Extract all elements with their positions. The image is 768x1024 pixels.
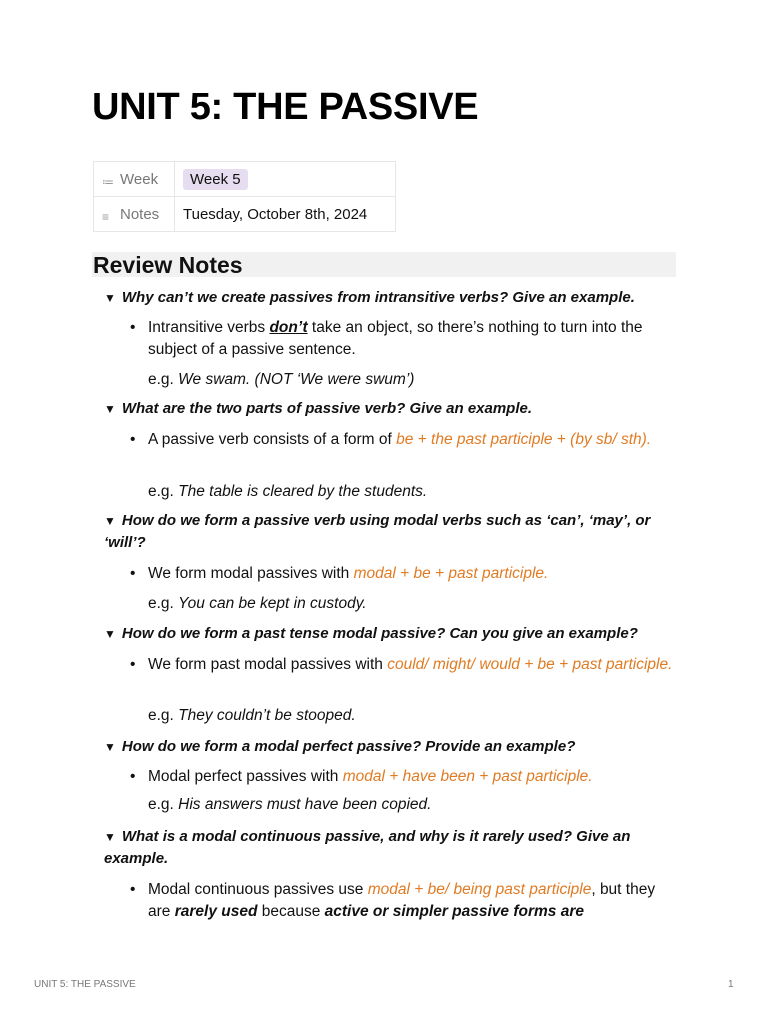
page-title: UNIT 5: THE PASSIVE xyxy=(92,86,479,128)
toggle-question-6[interactable] xyxy=(104,826,674,870)
toggle-triangle-icon[interactable]: ▼ xyxy=(104,291,116,305)
bullet-text: We form modal passives with xyxy=(148,565,354,582)
question-text: How do we form a modal perfect passive? Provide an example? xyxy=(121,738,576,755)
example-2 xyxy=(148,481,427,503)
example-prefix: e.g. xyxy=(148,707,179,724)
emphasis-text: active or simpler passive forms are xyxy=(324,903,584,920)
bullet-text: A passive verb consists of a form of xyxy=(148,431,397,448)
question-text: How do we form a past tense modal passive? Can you give an example? xyxy=(121,625,638,642)
bullet-text: Intransitive verbs xyxy=(148,319,270,336)
example-1 xyxy=(148,369,414,391)
example-prefix: e.g. xyxy=(148,371,179,388)
example-4 xyxy=(148,705,356,727)
toggle-question-4[interactable] xyxy=(104,623,674,645)
bullet-dot-icon: • xyxy=(130,431,136,448)
week-label: Week xyxy=(120,170,159,188)
section-title: Review Notes xyxy=(93,252,243,278)
example-prefix: e.g. xyxy=(148,796,179,813)
property-key-notes xyxy=(94,197,175,232)
bullet-item-2 xyxy=(130,429,678,451)
highlight-text: modal + be/ being past participle xyxy=(367,881,592,898)
example-text: The table is cleared by the students. xyxy=(178,483,428,500)
question-text: How do we form a passive verb using modal verbs such as ‘can’, ‘may’, or ‘will’? xyxy=(104,512,651,551)
example-text: You can be kept in custody. xyxy=(178,595,367,612)
bullet-text: because xyxy=(257,903,325,920)
page-number: 1 xyxy=(728,979,734,990)
bullet-item-4 xyxy=(130,654,678,676)
emphasis-text: don’t xyxy=(269,319,308,336)
bullet-dot-icon: • xyxy=(130,768,136,785)
toggle-triangle-icon[interactable]: ▼ xyxy=(104,627,116,641)
bullet-dot-icon: • xyxy=(130,656,136,673)
question-text: Why can’t we create passives from intransitive verbs? Give an example. xyxy=(121,289,635,306)
example-text: His answers must have been copied. xyxy=(178,796,432,813)
emphasis-text: rarely used xyxy=(174,903,258,920)
bullet-text: Modal perfect passives with xyxy=(148,768,343,785)
bullet-dot-icon: • xyxy=(130,565,136,582)
example-3 xyxy=(148,593,367,615)
example-text: They couldn’t be stooped. xyxy=(178,707,356,724)
text-lines-icon: ≡ xyxy=(102,209,110,224)
question-text: What are the two parts of passive verb? Give an example. xyxy=(121,400,533,417)
property-row-week xyxy=(94,162,396,197)
bullet-item-6 xyxy=(130,879,678,923)
toggle-question-5[interactable] xyxy=(104,736,674,758)
example-prefix: e.g. xyxy=(148,595,179,612)
highlight-text: modal + be + past participle. xyxy=(353,565,549,582)
properties-table xyxy=(93,161,396,232)
highlight-text: modal + have been + past participle. xyxy=(342,768,593,785)
property-key-week xyxy=(94,162,175,197)
toggle-triangle-icon[interactable]: ▼ xyxy=(104,830,116,844)
toggle-triangle-icon[interactable]: ▼ xyxy=(104,514,116,528)
bullet-dot-icon: • xyxy=(130,881,136,898)
bullet-item-5 xyxy=(130,766,678,788)
list-icon: ≔ xyxy=(102,174,114,189)
week-tag[interactable]: Week 5 xyxy=(183,169,248,190)
footer-title: UNIT 5: THE PASSIVE xyxy=(34,979,136,990)
toggle-triangle-icon[interactable]: ▼ xyxy=(104,402,116,416)
property-value-notes[interactable]: Tuesday, October 8th, 2024 xyxy=(175,197,396,232)
toggle-triangle-icon[interactable]: ▼ xyxy=(104,740,116,754)
bullet-text: , but they are xyxy=(148,881,656,920)
toggle-question-3[interactable] xyxy=(104,510,674,554)
bullet-item-1 xyxy=(130,317,678,361)
bullet-text: take an object, so there’s nothing to turn into the subject of a passive sentence. xyxy=(148,319,643,358)
question-text: What is a modal continuous passive, and why is it rarely used? Give an example. xyxy=(104,828,631,867)
bullet-text: Modal continuous passives use xyxy=(148,881,368,898)
highlight-text: could/ might/ would + be + past participle. xyxy=(387,656,673,673)
highlight-text: be + the past participle + (by sb/ sth). xyxy=(396,431,652,448)
property-row-notes xyxy=(94,197,396,232)
example-text: We swam. (NOT ‘We were swum’) xyxy=(178,371,415,388)
toggle-question-1[interactable] xyxy=(104,287,674,309)
section-header xyxy=(92,252,676,277)
bullet-text: We form past modal passives with xyxy=(148,656,388,673)
bullet-item-3 xyxy=(130,563,678,585)
property-value-week[interactable] xyxy=(175,162,396,197)
notes-label: Notes xyxy=(120,205,160,223)
example-5 xyxy=(148,794,431,816)
toggle-question-2[interactable] xyxy=(104,398,674,420)
bullet-dot-icon: • xyxy=(130,319,136,336)
example-prefix: e.g. xyxy=(148,483,179,500)
